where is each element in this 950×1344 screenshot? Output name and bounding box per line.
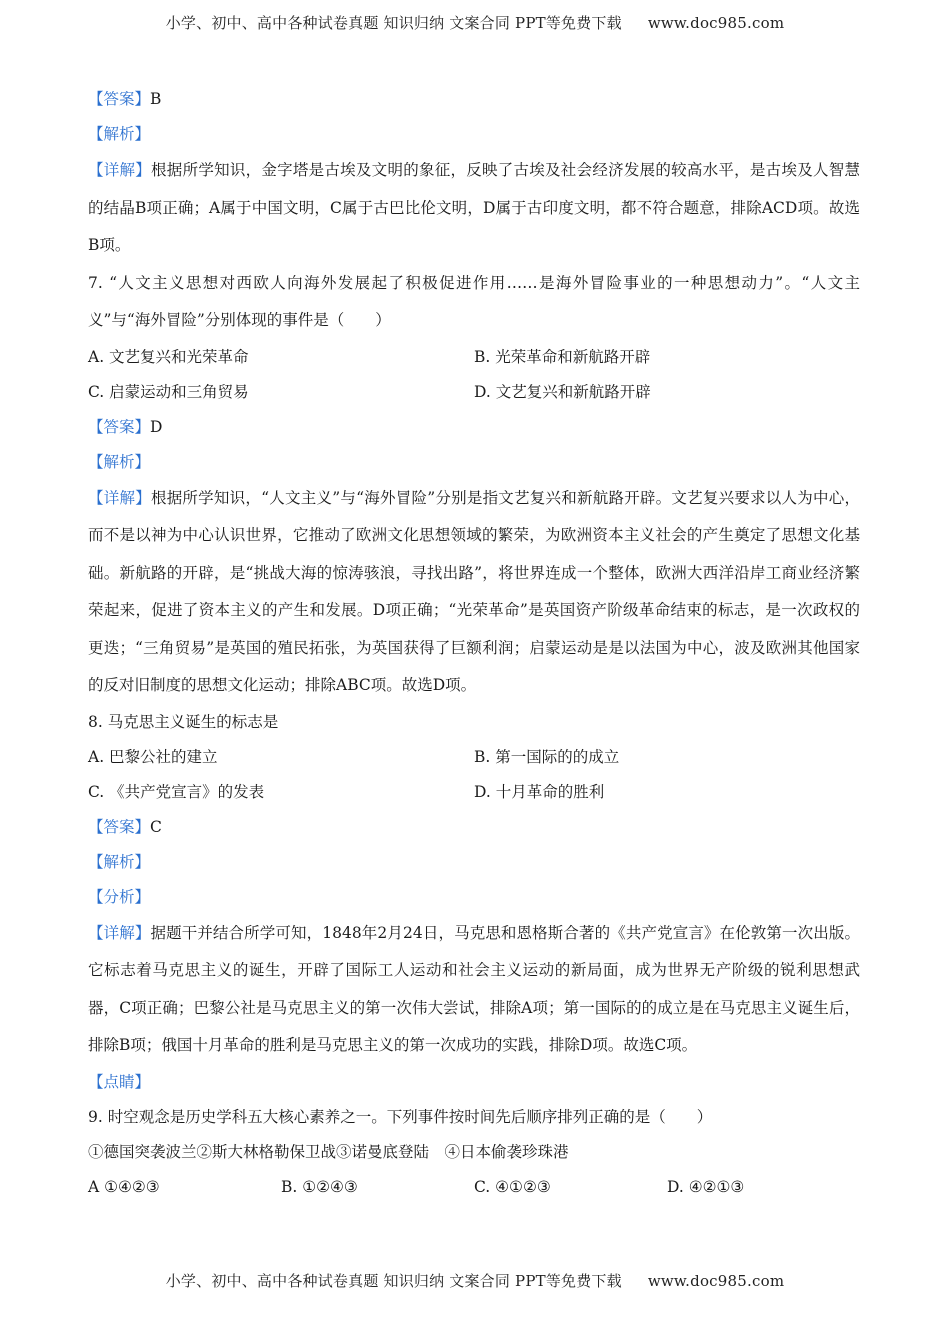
q8-detail-text: 据题干并结合所学可知，1848年2月24日，马克思和恩格斯合著的《共产党宣言》在伦敦第一次出版。它标志着马克思主义的诞生，开辟了国际工人运动和社会主义运动的新局面，成为世界无产阶级的锐利思想武器，C项正确；巴黎公社是马克思主义的第一次伟大尝试，排除A项；第一国际的的成立是在马克思主义诞生后，排除B项；俄国十月革命的胜利是马克思主义的第一次成功的实践，排除D项。故选C项。 bbox=[88, 923, 860, 1054]
detail-label: 【详解】 bbox=[88, 161, 152, 179]
analysis-label: 【解析】 bbox=[88, 452, 151, 471]
q8-option-a: A. 巴黎公社的建立 bbox=[88, 747, 218, 766]
dianjing-label: 【点睛】 bbox=[88, 1072, 151, 1091]
q7-detail bbox=[88, 480, 860, 705]
q8-option-c: C. 《共产党宣言》的发表 bbox=[88, 782, 265, 801]
answer-label: 【答案】 bbox=[88, 417, 151, 436]
q9-option-d: D. ④②①③ bbox=[667, 1177, 745, 1196]
detail-label: 【详解】 bbox=[88, 923, 151, 942]
q7-options-row-1 bbox=[88, 340, 860, 375]
q6-detail-text: 根据所学知识，金字塔是古埃及文明的象征，反映了古埃及社会经济发展的较高水平，是古埃及人智慧的结晶B项正确；A属于中国文明，C属于古巴比伦文明，D属于古印度文明，都不符合题意，排除ACD项。故选B项。 bbox=[88, 161, 860, 254]
q6-answer-value: B bbox=[150, 90, 162, 108]
q8-options-row-1 bbox=[88, 740, 860, 775]
answer-label: 【答案】 bbox=[88, 817, 151, 836]
q8-analysis-label bbox=[88, 845, 860, 880]
q6-detail bbox=[88, 152, 860, 265]
q7-stem: 7. “人文主义思想对西欧人向海外发展起了积极促进作用……是海外冒险事业的一种思想动力”。“人文主义”与“海外冒险”分别体现的事件是（ ） bbox=[88, 273, 860, 329]
footer-text: 小学、初中、高中各种试卷真题 知识归纳 文案合同 PPT等免费下载 bbox=[165, 1272, 622, 1290]
q7-answer-value: D bbox=[150, 417, 163, 436]
q7-option-d: D. 文艺复兴和新航路开辟 bbox=[474, 382, 651, 401]
q8-options-row-2 bbox=[88, 775, 860, 810]
analysis-label: 【解析】 bbox=[88, 125, 151, 143]
q9-options-row bbox=[88, 1170, 860, 1205]
q9-stem: 9. 时空观念是历史学科五大核心素养之一。下列事件按时间先后顺序排列正确的是（ ） bbox=[88, 1107, 713, 1126]
q7-detail-text: 根据所学知识，“人文主义”与“海外冒险”分别是指文艺复兴和新航路开辟。文艺复兴要求以人为中心，而不是以神为中心认识世界，它推动了欧洲文化思想领域的繁荣，为欧洲资本主义社会的产生奠定了思想文化基础。新航路的开辟，是“挑战大海的惊涛骇浪，寻找出路”，将世界连成一个整体，欧洲大西洋沿岸工商业经济繁荣起来，促进了资本主义的产生和发展。D项正确；“光荣革命”是英国资产阶级革命结束的标志，是一次政权的更迭；“三角贸易”是英国的殖民拓张，为英国获得了巨额利润；启蒙运动是是以法国为中心，波及欧洲其他国家的反对旧制度的思想文化运动；排除ABC项。故选D项。 bbox=[88, 488, 860, 694]
q6-answer bbox=[88, 82, 860, 117]
analysis-label: 【解析】 bbox=[88, 852, 151, 871]
page-header bbox=[0, 12, 950, 33]
q9-option-b: B. ①②④③ bbox=[281, 1177, 358, 1196]
header-site: www.doc985.com bbox=[647, 14, 785, 32]
q7-answer bbox=[88, 410, 860, 445]
answer-label: 【答案】 bbox=[88, 90, 151, 108]
q8-answer bbox=[88, 810, 860, 845]
q7-options-row-2 bbox=[88, 375, 860, 410]
q9-option-a: A ①④②③ bbox=[88, 1177, 160, 1196]
fenxi-label: 【分析】 bbox=[88, 887, 151, 906]
q7-option-b: B. 光荣革命和新航路开辟 bbox=[474, 347, 651, 366]
footer-site: www.doc985.com bbox=[647, 1272, 785, 1290]
page-footer bbox=[0, 1270, 950, 1291]
document-body bbox=[88, 82, 860, 1205]
q8-option-b: B. 第一国际的的成立 bbox=[474, 747, 620, 766]
q7-option-c: C. 启蒙运动和三角贸易 bbox=[88, 382, 249, 401]
q8-detail bbox=[88, 915, 860, 1065]
q8-fenxi-label bbox=[88, 880, 860, 915]
q7-analysis-label bbox=[88, 445, 860, 480]
q9-events: ①德国突袭波兰②斯大林格勒保卫战③诺曼底登陆 ④日本偷袭珍珠港 bbox=[88, 1142, 569, 1161]
q9-option-c: C. ④①②③ bbox=[474, 1177, 551, 1196]
q7-option-a: A. 文艺复兴和光荣革命 bbox=[88, 347, 249, 366]
q6-analysis-label bbox=[88, 117, 860, 152]
detail-label: 【详解】 bbox=[88, 488, 151, 507]
q8-stem: 8. 马克思主义诞生的标志是 bbox=[88, 712, 279, 731]
header-text: 小学、初中、高中各种试卷真题 知识归纳 文案合同 PPT等免费下载 bbox=[165, 14, 622, 32]
q8-option-d: D. 十月革命的胜利 bbox=[474, 782, 605, 801]
q8-answer-value: C bbox=[150, 817, 162, 836]
q8-dianjing-label bbox=[88, 1065, 860, 1100]
